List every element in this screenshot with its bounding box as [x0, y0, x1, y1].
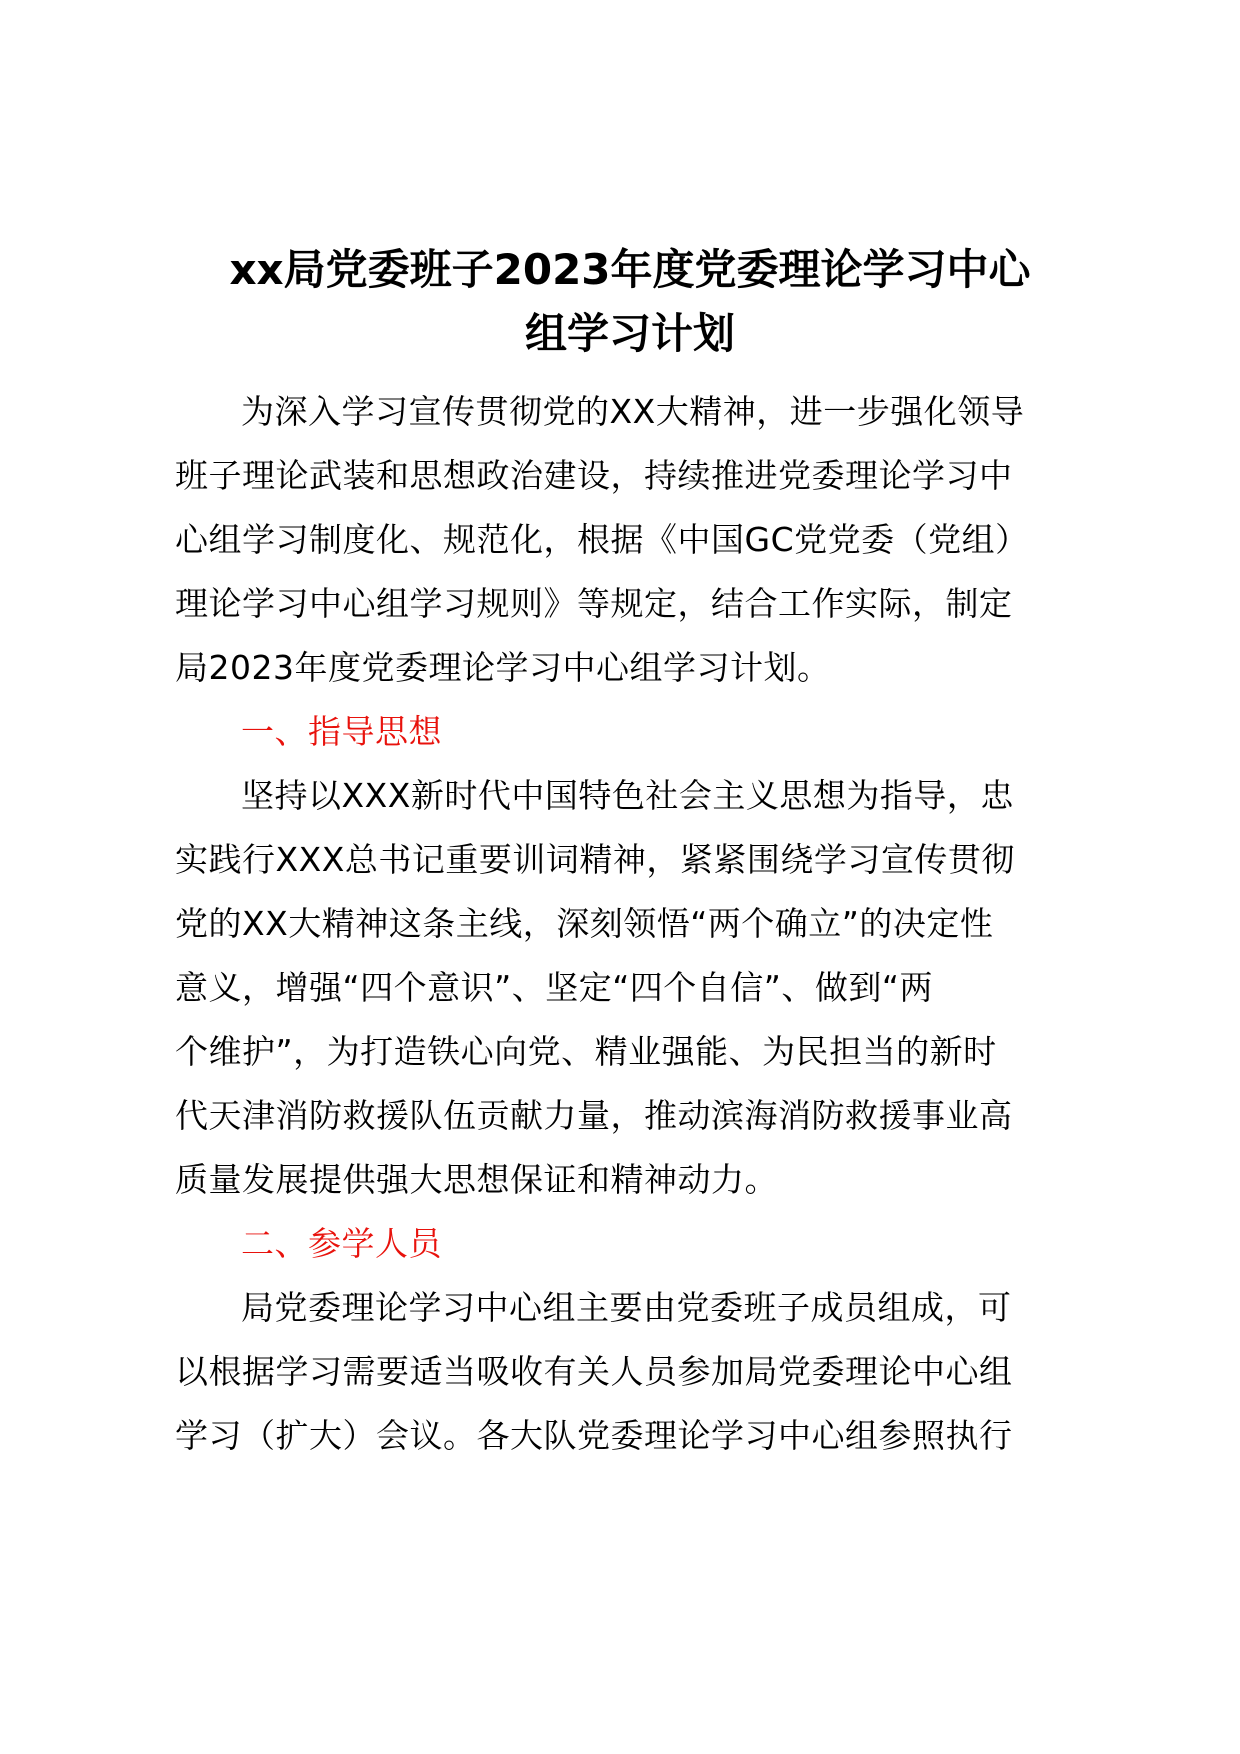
section-paragraph-line: 质量发展提供强大思想保证和精神动力。	[175, 1160, 778, 1199]
intro-paragraph-line: 心组学习制度化、规范化，根据《中国GC党党委（党组）	[175, 520, 1029, 559]
section-paragraph-line: 坚持以XXX新时代中国特色社会主义思想为指导，忠	[241, 776, 1014, 815]
section-heading-guiding-ideology: 一、指导思想	[241, 712, 442, 751]
intro-paragraph-line: 理论学习中心组学习规则》等规定，结合工作实际，制定	[175, 584, 1013, 623]
document-title-line-1: xx局党委班子2023年度党委理论学习中心	[229, 245, 1031, 294]
section-paragraph-line: 以根据学习需要适当吸收有关人员参加局党委理论中心组	[175, 1352, 1013, 1391]
section-paragraph-line: 局党委理论学习中心组主要由党委班子成员组成，可	[241, 1288, 1012, 1327]
section-paragraph-line: 代天津消防救援队伍贡献力量，推动滨海消防救援事业高	[175, 1096, 1013, 1135]
document-title-line-2: 组学习计划	[524, 309, 735, 358]
section-paragraph-line: 实践行XXX总书记重要训词精神，紧紧围绕学习宣传贯彻	[175, 840, 1015, 879]
section-heading-participants: 二、参学人员	[241, 1224, 442, 1263]
intro-paragraph-line: 局2023年度党委理论学习中心组学习计划。	[175, 648, 831, 687]
section-paragraph-line: 党的XX大精神这条主线，深刻领悟“两个确立”的决定性	[175, 904, 994, 943]
section-paragraph-line: 个维护”，为打造铁心向党、精业强能、为民担当的新时	[175, 1032, 997, 1071]
intro-paragraph-line: 为深入学习宣传贯彻党的XX大精神，进一步强化领导	[241, 392, 1025, 431]
intro-paragraph-line: 班子理论武装和思想政治建设，持续推进党委理论学习中	[175, 456, 1013, 495]
section-paragraph-line: 意义，增强“四个意识”、坚定“四个自信”、做到“两	[175, 968, 933, 1007]
section-paragraph-line: 学习（扩大）会议。各大队党委理论学习中心组参照执行	[175, 1416, 1013, 1455]
